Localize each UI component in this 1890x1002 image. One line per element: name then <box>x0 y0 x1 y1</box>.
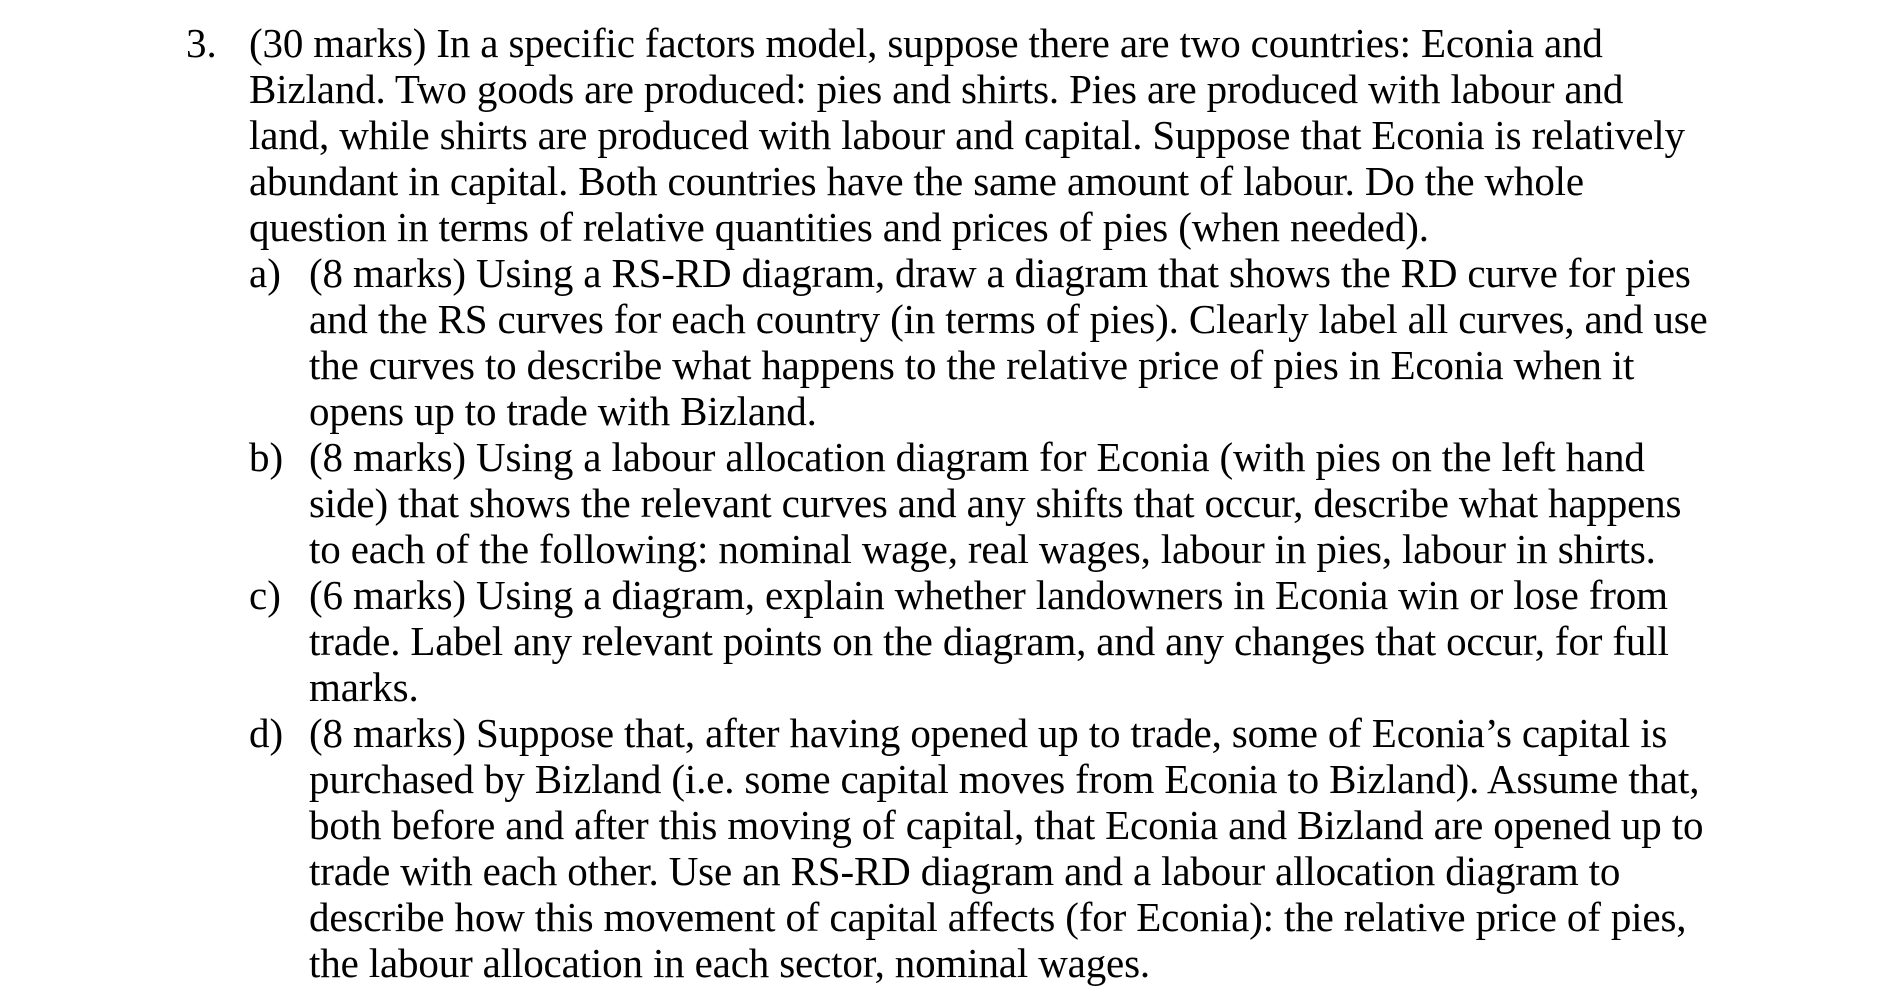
part-a-line: opens up to trade with Bizland. <box>309 388 817 434</box>
part-c-line: marks. <box>309 664 419 710</box>
question-number: 3. <box>186 20 217 66</box>
intro-line: land, while shirts are produced with labour and capital. Suppose that Econia is relatively <box>249 112 1685 158</box>
intro-line: question in terms of relative quantities and prices of pies (when needed). <box>249 204 1429 250</box>
part-d-label: d) <box>249 710 284 756</box>
intro-line: (30 marks) In a specific factors model, suppose there are two countries: Econia and <box>249 20 1603 66</box>
part-c-label: c) <box>249 572 281 618</box>
part-b-line: (8 marks) Using a labour allocation diagram for Econia (with pies on the left hand <box>309 434 1645 480</box>
part-d-line: trade with each other. Use an RS-RD diagram and a labour allocation diagram to <box>309 848 1621 894</box>
part-d-line: (8 marks) Suppose that, after having opened up to trade, some of Econia’s capital is <box>309 710 1668 756</box>
intro-line: abundant in capital. Both countries have the same amount of labour. Do the whole <box>249 158 1584 204</box>
part-a-line: the curves to describe what happens to the relative price of pies in Econia when it <box>309 342 1635 388</box>
part-b-label: b) <box>249 434 284 480</box>
intro-line: Bizland. Two goods are produced: pies and shirts. Pies are produced with labour and <box>249 66 1624 112</box>
part-c-line: (6 marks) Using a diagram, explain whether landowners in Econia win or lose from <box>309 572 1668 618</box>
part-c-line: trade. Label any relevant points on the diagram, and any changes that occur, for full <box>309 618 1669 664</box>
part-a-label: a) <box>249 250 281 296</box>
part-d-line: describe how this movement of capital affects (for Econia): the relative price of pies, <box>309 894 1687 940</box>
part-d-line: both before and after this moving of capital, that Econia and Bizland are opened up to <box>309 802 1704 848</box>
part-a-line: (8 marks) Using a RS-RD diagram, draw a diagram that shows the RD curve for pies <box>309 250 1691 296</box>
part-d-line: the labour allocation in each sector, nominal wages. <box>309 940 1151 986</box>
part-b-line: side) that shows the relevant curves and any shifts that occur, describe what happens <box>309 480 1682 526</box>
part-a-line: and the RS curves for each country (in terms of pies). Clearly label all curves, and use <box>309 296 1708 342</box>
part-b-line: to each of the following: nominal wage, real wages, labour in pies, labour in shirts. <box>309 526 1656 572</box>
part-d-line: purchased by Bizland (i.e. some capital moves from Econia to Bizland). Assume that, <box>309 756 1700 802</box>
